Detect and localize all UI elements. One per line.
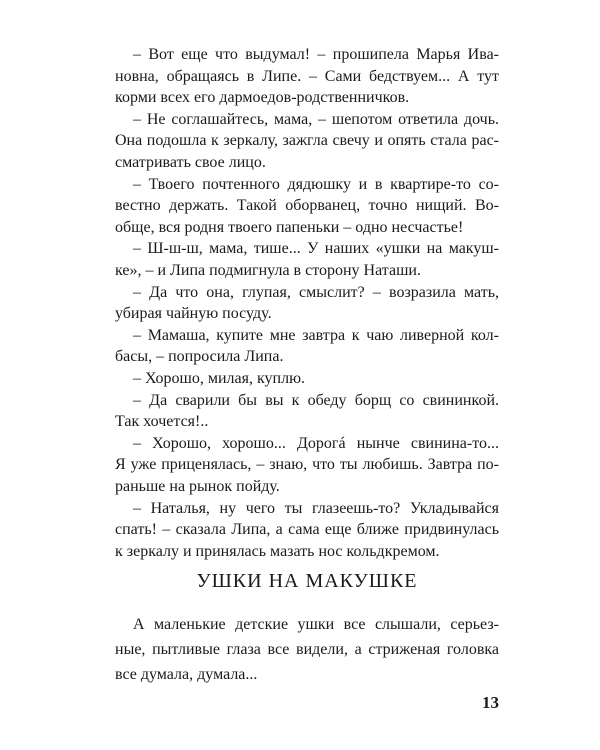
text-line: – Ш-ш-ш, мама, тише... У наших «ушки на макуш-: [133, 240, 499, 258]
text-line: вестно держать. Такой оборванец, точно нищий. Во-: [115, 197, 499, 215]
text-line: Она подошла к зеркалу, зажгла свечу и опять стала рас-: [115, 132, 499, 150]
page-number: 13: [482, 693, 499, 712]
text-line: корми всех его дармоедов-родственничков.: [115, 89, 410, 107]
text-line: А маленькие детские ушки все слышали, серьез-: [133, 616, 499, 633]
text-line: ные, пытливые глаза все видели, а стриженая головка: [115, 641, 499, 658]
text-line: – Хорошо, хорошо... Дорогá нынче свинина-то...: [133, 434, 499, 452]
text-line: – Наталья, ну чего ты глазеешь-то? Укладывайся: [133, 499, 499, 517]
text-line: к зеркалу и принялась мазать нос кольдкремом.: [115, 542, 440, 560]
text-line: все думала, думала...: [115, 666, 258, 683]
text-line: спать! – сказала Липа, а сама еще ближе придвинулась: [115, 521, 499, 539]
text-line: басы, – попросила Липа.: [115, 348, 284, 366]
text-line: обще, вся родня твоего папеньки – одно несчастье!: [115, 218, 464, 236]
text-line: ке», – и Липа подмигнула в сторону Наташи.: [115, 262, 421, 279]
text-line: раньше на рынок пойду.: [115, 478, 280, 495]
text-line: убирая чайную посуду.: [115, 305, 272, 323]
text-line: Я уже приценялась, – знаю, что ты любишь. Завтра по-: [115, 456, 499, 474]
chapter-heading: УШКИ НА МАКУШКЕ: [196, 570, 418, 592]
text-line: – Да что она, глупая, смыслит? – возразила мать,: [133, 283, 499, 301]
text-line: сматривать свое лицо.: [115, 154, 266, 171]
text-line: Так хочется!..: [115, 413, 209, 431]
text-line: – Хорошо, милая, куплю.: [133, 370, 306, 387]
text-line: новна, обращаясь в Липе. – Сами бедствуем... А тут: [115, 67, 499, 85]
text-line: – Твоего почтенного дядюшку и в квартире-то со-: [133, 175, 499, 193]
text-line: – Вот еще что выдумал! – прошипела Марья Ива-: [133, 46, 499, 63]
text-line: – Да сварили бы вы к обеду борщ со свининкой.: [133, 391, 499, 409]
text-line: – Мамаша, купите мне завтра к чаю ливерной кол-: [133, 326, 499, 344]
text-line: – Не соглашайтесь, мама, – шепотом ответила дочь.: [133, 110, 499, 128]
